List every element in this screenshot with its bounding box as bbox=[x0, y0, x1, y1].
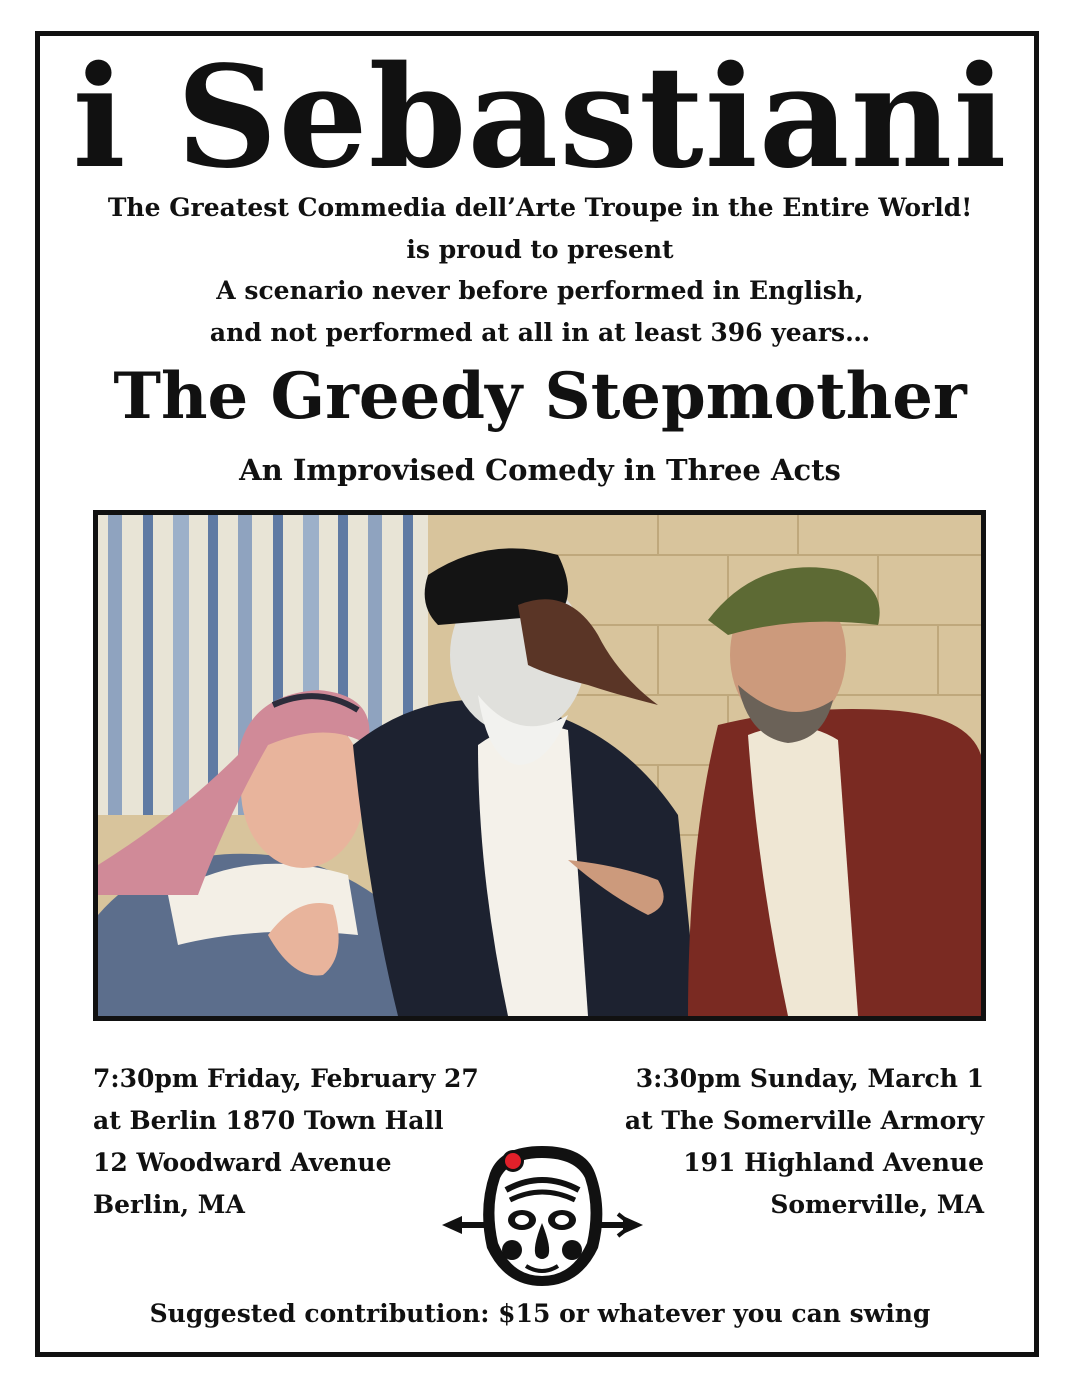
scenario-line-2: and not performed at all in at least 396 years… bbox=[209, 318, 871, 347]
cast-photo bbox=[93, 510, 986, 1021]
performance-venue: at Berlin 1870 Town Hall bbox=[93, 1106, 444, 1135]
play-title: The Greedy Stepmother bbox=[113, 359, 967, 434]
performance-sunday bbox=[625, 1058, 984, 1226]
performance-time: 3:30pm Sunday, March 1 bbox=[635, 1064, 984, 1093]
suggested-contribution: Suggested contribution: $15 or whatever you can swing bbox=[149, 1299, 931, 1328]
performance-street: 191 Highland Avenue bbox=[683, 1148, 984, 1177]
play-subtitle: An Improvised Comedy in Three Acts bbox=[239, 453, 841, 487]
troupe-name: i Sebastiani bbox=[72, 36, 1008, 200]
performance-city: Somerville, MA bbox=[770, 1190, 984, 1219]
tagline: The Greatest Commedia dell’Arte Troupe in the Entire World! bbox=[107, 193, 973, 222]
performance-street: 12 Woodward Avenue bbox=[93, 1148, 392, 1177]
performance-time: 7:30pm Friday, February 27 bbox=[93, 1064, 479, 1093]
performance-friday bbox=[93, 1058, 479, 1226]
performance-city: Berlin, MA bbox=[93, 1190, 245, 1219]
presents-line: is proud to present bbox=[406, 235, 674, 264]
scenario-line-1: A scenario never before performed in English, bbox=[216, 276, 864, 305]
commedia-mask-logo-icon bbox=[440, 1138, 645, 1288]
performance-venue: at The Somerville Armory bbox=[624, 1106, 984, 1135]
